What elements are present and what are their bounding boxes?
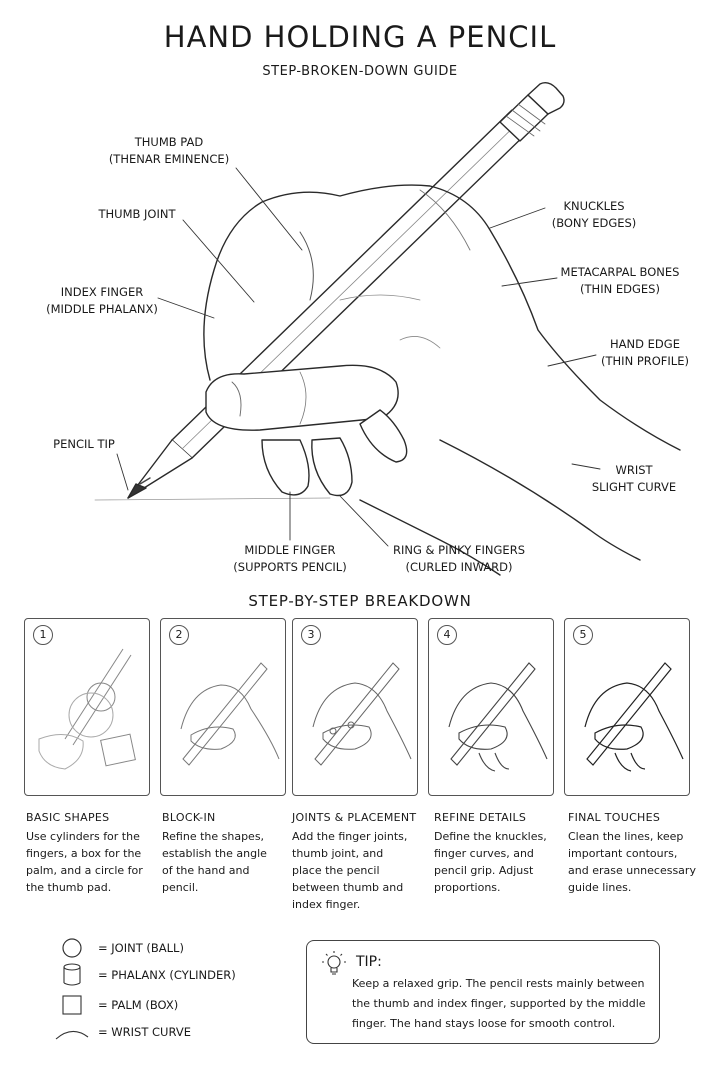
tip-heading: TIP: xyxy=(356,954,382,970)
box-icon xyxy=(54,992,90,1018)
breakdown-heading: STEP-BY-STEP BREAKDOWN xyxy=(248,592,472,610)
legend-joint: = JOINT (BALL) xyxy=(54,935,184,961)
step-text-5: Clean the lines, keep important contours, and erase unnecessary guide lines. xyxy=(568,830,696,894)
label-index-finger: INDEX FINGER (MIDDLE PHALANX) xyxy=(46,285,158,316)
legend-palm: = PALM (BOX) xyxy=(54,992,178,1018)
step-title-5: FINAL TOUCHES xyxy=(568,811,661,824)
circle-icon xyxy=(54,935,90,961)
label-middle-finger: MIDDLE FINGER (SUPPORTS PENCIL) xyxy=(233,543,347,574)
middle-finger xyxy=(262,440,309,495)
ring-finger xyxy=(312,438,352,496)
step-number: 1 xyxy=(33,625,53,645)
label-wrist: WRIST SLIGHT CURVE xyxy=(591,463,677,494)
cylinder-icon xyxy=(54,962,90,988)
label-metacarpal: METACARPAL BONES (THIN EDGES) xyxy=(560,265,680,296)
step-panel-4 xyxy=(428,618,554,796)
label-pencil-tip: PENCIL TIP xyxy=(53,437,115,451)
curve-icon xyxy=(54,1019,90,1045)
step-text-2: Refine the shapes, establish the angle of the hand and pencil. xyxy=(162,830,267,894)
step-panel-3 xyxy=(292,618,418,796)
legend-phalanx: = PHALANX (CYLINDER) xyxy=(54,962,236,988)
tip-text: Keep a relaxed grip. The pencil rests mainly between the thumb and index finger, supported by the middle finger. The hand stays loose for smooth control. xyxy=(352,977,646,1030)
step-number: 5 xyxy=(573,625,593,645)
label-ring-pinky: RING & PINKY FINGERS (CURLED INWARD) xyxy=(393,543,525,574)
step-panel-2 xyxy=(160,618,286,796)
step-panel-1 xyxy=(24,618,150,796)
label-knuckles: KNUCKLES (BONY EDGES) xyxy=(551,199,637,230)
step-panel-5 xyxy=(564,618,690,796)
page-title: HAND HOLDING A PENCIL xyxy=(163,20,557,54)
step-number: 4 xyxy=(437,625,457,645)
step-text-3: Add the finger joints, thumb joint, and place the pencil between thumb and index finger. xyxy=(292,830,408,911)
step-title-1: BASIC SHAPES xyxy=(26,811,110,824)
label-hand-edge: HAND EDGE (THIN PROFILE) xyxy=(601,337,689,368)
step-number: 3 xyxy=(301,625,321,645)
page-subtitle: STEP-BROKEN-DOWN GUIDE xyxy=(262,64,458,79)
label-thumb-joint: THUMB JOINT xyxy=(98,207,176,221)
label-thumb-pad: THUMB PAD (THENAR EMINENCE) xyxy=(108,135,230,166)
step-title-2: BLOCK-IN xyxy=(162,811,216,824)
step-text-1: Use cylinders for the fingers, a box for the palm, and a circle for the thumb pad. xyxy=(26,830,143,894)
step-title-3: JOINTS & PLACEMENT xyxy=(292,811,417,824)
step-text-4: Define the knuckles, finger curves, and pencil grip. Adjust proportions. xyxy=(434,830,547,894)
step-number: 2 xyxy=(169,625,189,645)
lightbulb-icon xyxy=(320,950,348,982)
legend-wrist: = WRIST CURVE xyxy=(54,1019,191,1045)
step-title-4: REFINE DETAILS xyxy=(434,811,527,824)
